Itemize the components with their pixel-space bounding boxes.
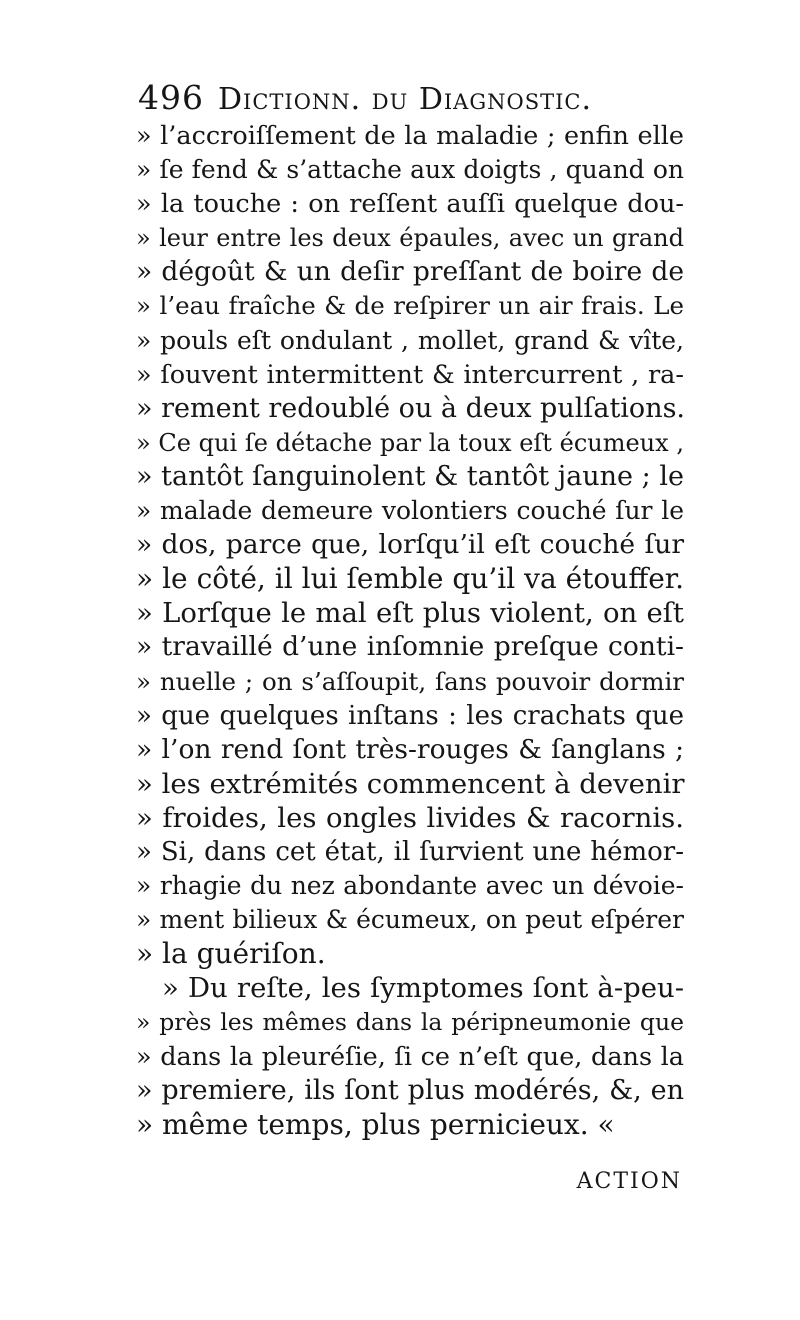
text-line: » ſouvent intermittent & intercurrent , ra- [136, 359, 684, 390]
text-line: » pouls eſt ondulant , mollet, grand & vîte, [136, 325, 684, 355]
text-line: » le côté, il lui ſemble qu’il va étouffer. [136, 562, 684, 596]
text-line: » Si, dans cet état, il ſurvient une hémor- [136, 836, 684, 867]
text-line: » Ce qui ſe détache par la toux eſt écumeux , [136, 428, 684, 457]
text-line: » Lorſque le mal eſt plus violent, on eſt [136, 597, 684, 630]
text-line: » ment bilieux & écumeux, on peut eſpérer [136, 905, 684, 935]
text-line: » malade demeure volontiers couché ſur le [136, 496, 684, 526]
text-line: » nuelle ; on s’aſſoupit, ſans pouvoir dormir [136, 666, 684, 696]
text-line: » rhagie du nez abondante avec un dévoie- [136, 871, 684, 901]
text-line: » les extrémités commencent à devenir [136, 767, 685, 800]
text-line: » rement redoublé ou à deux pulſations. [136, 392, 686, 424]
text-line: » dos, parce que, lorſqu’il eſt couché ſur [136, 529, 684, 561]
text-line: » froides, les ongles livides & racornis. [136, 801, 684, 834]
text-line: » même temps, plus pernicieux. « [136, 1107, 615, 1141]
text-line: » l’eau fraîche & de reſpirer un air frais. Le [136, 291, 684, 321]
body-text [136, 119, 684, 1142]
running-title: Dictionn. du Diagnostic. [218, 82, 593, 117]
page-number: 496 [138, 78, 204, 117]
text-line: » l’on rend ſont très-rouges & ſanglans ; [136, 733, 684, 765]
text-line: » la touche : on reſſent auſſi quelque dou- [136, 189, 684, 220]
text-line: » ſe fend & s’attache aux doigts , quand on [136, 155, 684, 185]
text-line: » tantôt ſanguinolent & tantôt jaune ; le [136, 460, 684, 492]
text-line: » Du reſte, les ſymptomes ſont à-peu- [162, 972, 684, 1005]
text-line: » près les mêmes dans la péripneumonie que [136, 1008, 684, 1037]
text-line: » que quelques inſtans : les crachats que [136, 700, 684, 731]
text-line: » la guériſon. [136, 937, 326, 971]
catchword: ACTION [576, 1169, 682, 1194]
text-line: » dans la pleuréſie, ſi ce n’eſt que, dans la [136, 1041, 684, 1072]
text-line: » l’accroiſſement de la maladie ; enfin elle [136, 121, 684, 151]
text-line: » travaillé d’une inſomnie preſque conti- [136, 631, 684, 663]
text-line: » leur entre les deux épaules, avec un grand [136, 224, 684, 253]
running-head [138, 76, 638, 120]
text-line: » premiere, ils ſont plus modérés, &, en [136, 1074, 684, 1106]
text-line: » dégoût & un deſir preſſant de boire de [136, 256, 684, 288]
